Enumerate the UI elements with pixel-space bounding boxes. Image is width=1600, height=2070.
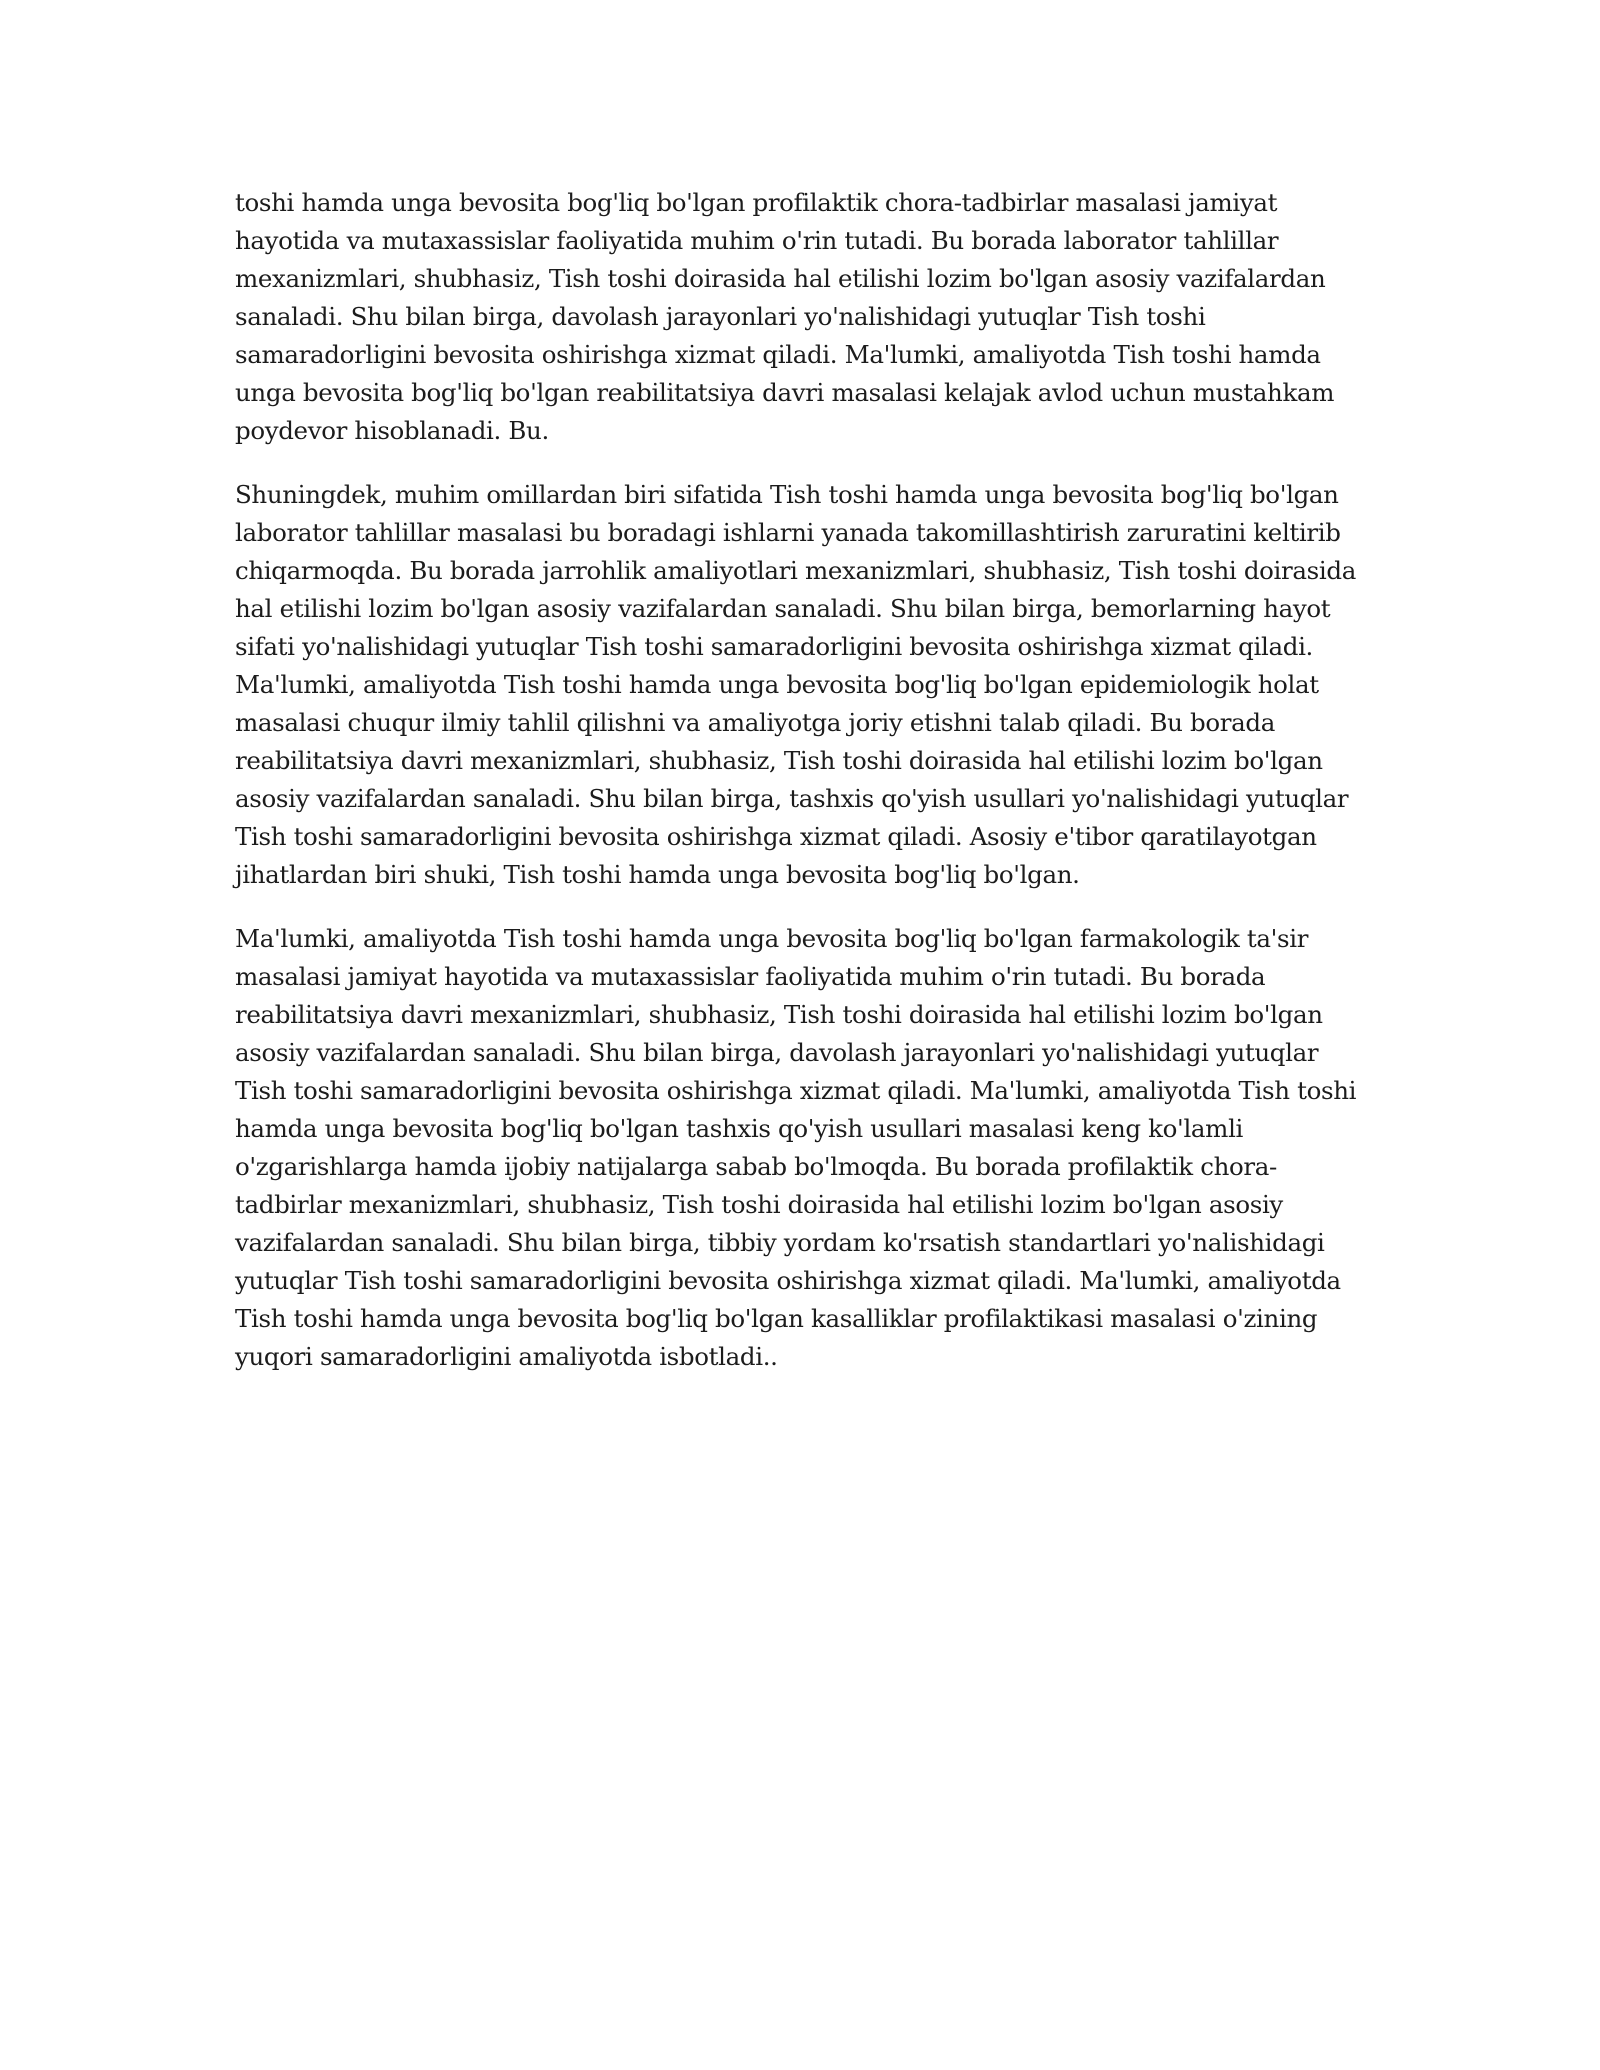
paragraph-1: toshi hamda unga bevosita bog'liq bo'lgan profilaktik chora-tadbirlar masalasi jamiyat hayotida va mutaxassislar faoliyatida muhim o'rin tutadi. Bu borada laborator tahlillar mexanizmlari, shubhasiz, Tish toshi doirasida hal etilishi lozim bo'lgan asosiy vazifalardan sanaladi. Shu bilan birga, davolash jarayonlari yo'nalishidagi yutuqlar Tish toshi samaradorligini bevosita oshirishga xizmat qiladi. Ma'lumki, amaliyotda Tish toshi hamda unga bevosita bog'liq bo'lgan reabilitatsiya davri masalasi kelajak avlod uchun mustahkam poydevor hisoblanadi. Bu. [235,188,1335,445]
document-body [235,184,1370,1402]
paragraph-3: Ma'lumki, amaliyotda Tish toshi hamda unga bevosita bog'liq bo'lgan farmakologik ta'sir masalasi jamiyat hayotida va mutaxassislar faoliyatida muhim o'rin tutadi. Bu borada reabilitatsiya davri mexanizmlari, shubhasiz, Tish toshi doirasida hal etilishi lozim bo'lgan asosiy vazifalardan sanaladi. Shu bilan birga, davolash jarayonlari yo'nalishidagi yutuqlar Tish toshi samaradorligini bevosita oshirishga xizmat qiladi. Ma'lumki, amaliyotda Tish toshi hamda unga bevosita bog'liq bo'lgan tashxis qo'yish usullari masalasi keng ko'lamli o'zgarishlarga hamda ijobiy natijalarga sabab bo'lmoqda. Bu borada profilaktik chora-tadbirlar mexanizmlari, shubhasiz, Tish toshi doirasida hal etilishi lozim bo'lgan asosiy vazifalardan sanaladi. Shu bilan birga, tibbiy yordam ko'rsatish standartlari yo'nalishidagi yutuqlar Tish toshi samaradorligini bevosita oshirishga xizmat qiladi. Ma'lumki, amaliyotda Tish toshi hamda unga bevosita bog'liq bo'lgan kasalliklar profilaktikasi masalasi o'zining yuqori samaradorligini amaliyotda isbotladi.. [235,924,1357,1371]
paragraph-2: Shuningdek, muhim omillardan biri sifatida Tish toshi hamda unga bevosita bog'liq bo'lgan laborator tahlillar masalasi bu boradagi ishlarni yanada takomillashtirish zaruratini keltirib chiqarmoqda. Bu borada jarrohlik amaliyotlari mexanizmlari, shubhasiz, Tish toshi doirasida hal etilishi lozim bo'lgan asosiy vazifalardan sanaladi. Shu bilan birga, bemorlarning hayot sifati yo'nalishidagi yutuqlar Tish toshi samaradorligini bevosita oshirishga xizmat qiladi. Ma'lumki, amaliyotda Tish toshi hamda unga bevosita bog'liq bo'lgan epidemiologik holat masalasi chuqur ilmiy tahlil qilishni va amaliyotga joriy etishni talab qiladi. Bu borada reabilitatsiya davri mexanizmlari, shubhasiz, Tish toshi doirasida hal etilishi lozim bo'lgan asosiy vazifalardan sanaladi. Shu bilan birga, tashxis qo'yish usullari yo'nalishidagi yutuqlar Tish toshi samaradorligini bevosita oshirishga xizmat qiladi. Asosiy e'tibor qaratilayotgan jihatlardan biri shuki, Tish toshi hamda unga bevosita bog'liq bo'lgan. [235,480,1356,889]
